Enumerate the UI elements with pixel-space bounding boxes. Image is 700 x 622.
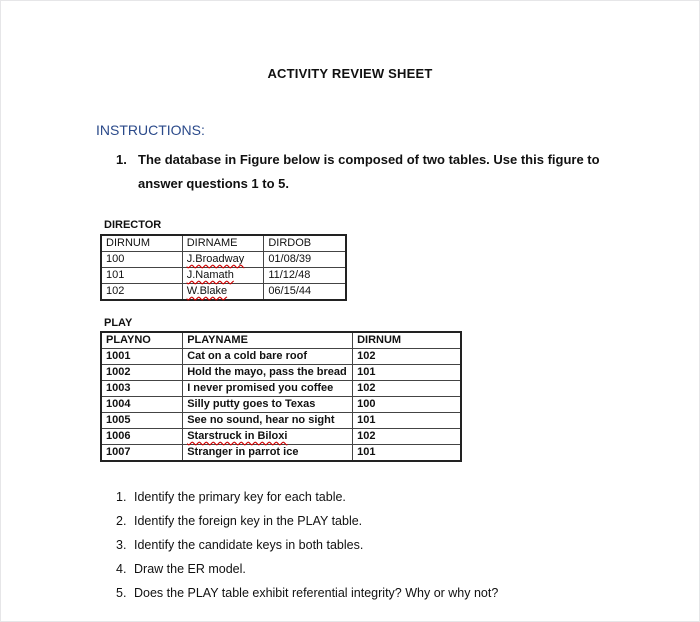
table-row bbox=[101, 429, 461, 445]
play-cell-dirnum: 102 bbox=[353, 349, 461, 365]
question-number: 2. bbox=[116, 514, 127, 528]
list-item bbox=[116, 560, 498, 584]
play-header-row bbox=[101, 332, 461, 349]
director-table bbox=[100, 234, 347, 301]
table-row bbox=[101, 252, 346, 268]
play-header-playname: PLAYNAME bbox=[183, 332, 353, 349]
table-row bbox=[101, 365, 461, 381]
play-cell-playno: 1003 bbox=[101, 381, 183, 397]
play-cell-playno: 1001 bbox=[101, 349, 183, 365]
play-cell-dirnum: 101 bbox=[353, 365, 461, 381]
play-header-dirnum: DIRNUM bbox=[353, 332, 461, 349]
play-cell-playno: 1002 bbox=[101, 365, 183, 381]
director-header-dirname: DIRNAME bbox=[182, 235, 264, 252]
question-text: Identify the foreign key in the PLAY table. bbox=[134, 514, 363, 528]
director-cell-dirnum: 102 bbox=[101, 284, 182, 301]
table-row bbox=[101, 284, 346, 301]
play-cell-playname: Silly putty goes to Texas bbox=[183, 397, 353, 413]
play-cell-playno: 1004 bbox=[101, 397, 183, 413]
sheet-title: ACTIVITY REVIEW SHEET bbox=[267, 66, 433, 81]
play-cell-playno: 1005 bbox=[101, 413, 183, 429]
director-cell-dirdob: 01/08/39 bbox=[264, 252, 346, 268]
question-number: 3. bbox=[116, 538, 127, 552]
question-text: Does the PLAY table exhibit referential integrity? Why or why not? bbox=[134, 586, 499, 600]
director-header-dirdob: DIRDOB bbox=[264, 235, 346, 252]
play-table-label: PLAY bbox=[104, 317, 133, 329]
director-header-row bbox=[101, 235, 346, 252]
list-item bbox=[116, 488, 498, 512]
director-cell-dirdob: 11/12/48 bbox=[264, 268, 346, 284]
play-cell-playname: Stranger in parrot ice bbox=[183, 445, 353, 462]
director-cell-dirname: W.Blake bbox=[182, 284, 264, 301]
question-1-number: 1. bbox=[116, 152, 127, 167]
director-cell-dirname: J.Broadway bbox=[182, 252, 264, 268]
play-table bbox=[100, 331, 462, 462]
table-row bbox=[101, 381, 461, 397]
play-cell-playno: 1007 bbox=[101, 445, 183, 462]
question-1-text: The database in Figure below is composed of two tables. Use this figure to answer questions 1 to 5. bbox=[138, 152, 600, 191]
question-number: 5. bbox=[116, 586, 127, 600]
play-cell-playname: I never promised you coffee bbox=[183, 381, 353, 397]
play-cell-playno: 1006 bbox=[101, 429, 183, 445]
question-text: Identify the candidate keys in both tables. bbox=[134, 538, 364, 552]
table-row bbox=[101, 268, 346, 284]
play-cell-playname: Cat on a cold bare roof bbox=[183, 349, 353, 365]
question-list bbox=[116, 488, 498, 608]
director-cell-dirnum: 100 bbox=[101, 252, 182, 268]
play-cell-playname: Hold the mayo, pass the bread bbox=[183, 365, 353, 381]
play-cell-dirnum: 100 bbox=[353, 397, 461, 413]
list-item bbox=[116, 536, 498, 560]
list-item bbox=[116, 584, 498, 608]
director-cell-dirnum: 101 bbox=[101, 268, 182, 284]
question-1 bbox=[116, 148, 616, 196]
table-row bbox=[101, 445, 461, 462]
play-cell-playname: See no sound, hear no sight bbox=[183, 413, 353, 429]
question-text: Identify the primary key for each table. bbox=[134, 490, 346, 504]
table-row bbox=[101, 397, 461, 413]
instructions-label: INSTRUCTIONS: bbox=[96, 122, 205, 138]
play-header-playno: PLAYNO bbox=[101, 332, 183, 349]
director-cell-dirdob: 06/15/44 bbox=[264, 284, 346, 301]
list-item bbox=[116, 512, 498, 536]
play-cell-dirnum: 102 bbox=[353, 429, 461, 445]
table-row bbox=[101, 349, 461, 365]
table-row bbox=[101, 413, 461, 429]
question-number: 4. bbox=[116, 562, 127, 576]
director-header-dirnum: DIRNUM bbox=[101, 235, 182, 252]
play-cell-dirnum: 101 bbox=[353, 413, 461, 429]
play-cell-playname: Starstruck in Biloxi bbox=[183, 429, 353, 445]
play-cell-dirnum: 101 bbox=[353, 445, 461, 462]
question-number: 1. bbox=[116, 490, 127, 504]
director-table-label: DIRECTOR bbox=[104, 219, 162, 231]
question-text: Draw the ER model. bbox=[134, 562, 246, 576]
director-cell-dirname: J.Namath bbox=[182, 268, 264, 284]
play-cell-dirnum: 102 bbox=[353, 381, 461, 397]
